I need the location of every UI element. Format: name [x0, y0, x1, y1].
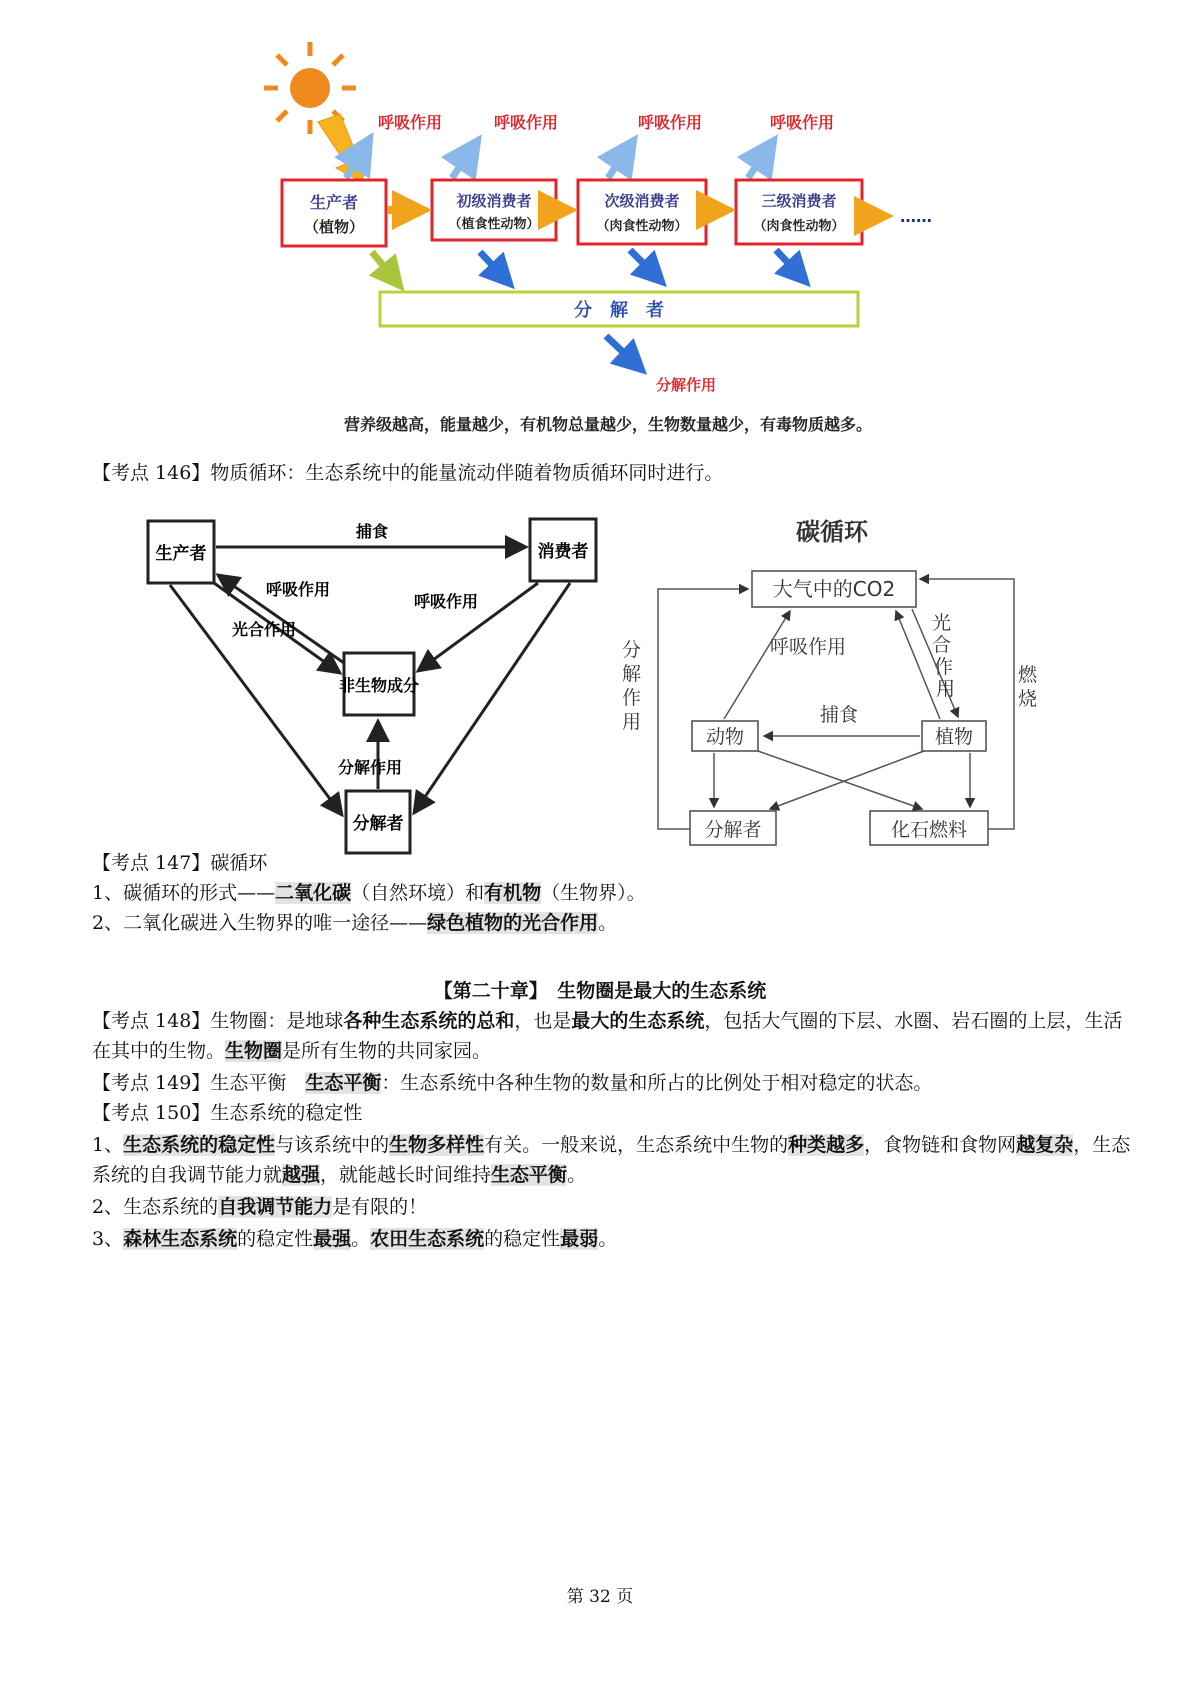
- plant-label: 植物: [934, 726, 974, 748]
- kp150-tag: 【考点 150】: [92, 1102, 211, 1124]
- text: 。: [567, 1164, 587, 1186]
- photosynthesis-label: 光合作用: [232, 620, 297, 639]
- decomposer-label: 分 解 者: [574, 300, 664, 321]
- highlight: 农田生态系统: [370, 1228, 485, 1250]
- respiration-label-right: 呼吸作用: [414, 592, 479, 611]
- highlight: 最大的生态系统: [571, 1010, 705, 1032]
- respiration-label: 呼吸作用: [770, 113, 835, 132]
- highlight: 最弱: [560, 1228, 599, 1250]
- producer-label: 生产者: [155, 544, 207, 564]
- kp149-line: [92, 1068, 1132, 1098]
- kp147-item-2: [92, 908, 1132, 938]
- kp148-paragraph: [92, 1006, 1132, 1066]
- highlight: 生物圈: [225, 1040, 283, 1062]
- photosynthesis-label: [932, 612, 955, 700]
- respiration-arrow: [452, 140, 478, 178]
- to-decomposer-arrow: [372, 252, 400, 286]
- highlight: 绿色植物的光合作用: [427, 912, 599, 934]
- producer-box: [282, 180, 386, 246]
- tertiary-consumer-box: [736, 180, 862, 244]
- respiration-label: 呼吸作用: [638, 113, 703, 132]
- text: （自然环境）和: [351, 882, 485, 904]
- decomposition-arrow: [606, 336, 642, 370]
- svg-text:合: 合: [932, 634, 952, 656]
- kp150-item-3: [92, 1224, 1132, 1254]
- continuation-dots: ……: [900, 207, 932, 226]
- energy-flow-diagram: [0, 0, 1200, 450]
- highlight: 森林生态系统: [123, 1228, 238, 1250]
- kp149-tag: 【考点 149】: [92, 1072, 211, 1094]
- text: ，就能越长时间维持: [320, 1164, 492, 1186]
- highlight: 生态系统的稳定性: [123, 1134, 276, 1156]
- highlight: 二氧化碳: [275, 882, 352, 904]
- decomposition-arrow: [658, 589, 748, 829]
- text: 生态平衡: [210, 1072, 306, 1094]
- svg-text:烧: 烧: [1018, 688, 1038, 710]
- fossil-fuel-label: 化石燃料: [890, 819, 968, 841]
- decomp-char: 作: [622, 687, 642, 709]
- plant-to-decomposer-arrow: [770, 751, 924, 809]
- tertiary-consumer-title: 三级消费者: [761, 192, 837, 210]
- respiration-label-left: 呼吸作用: [266, 580, 331, 599]
- page-number: 第 32 页: [566, 1587, 634, 1607]
- highlight: 越强: [282, 1164, 321, 1186]
- decomposition-label: 分解作用: [338, 758, 403, 777]
- text: 。: [351, 1228, 371, 1250]
- kp150-title: 生态系统的稳定性: [210, 1102, 363, 1124]
- chapter-title: 【第二十章】 生物圈是最大的生态系统: [433, 980, 767, 1002]
- highlight: 生物多样性: [389, 1134, 485, 1156]
- kp147-title: 碳循环: [210, 852, 268, 874]
- carbon-cycle-title: 碳循环: [796, 518, 868, 546]
- highlight: 最强: [313, 1228, 352, 1250]
- text: ，食物链和食物网: [864, 1134, 1017, 1156]
- highlight: 自我调节能力: [218, 1196, 333, 1218]
- text: ，包括大气圈的下层、水圈、岩石圈的上层，生活在其中的生物。: [92, 1010, 1123, 1062]
- carbon-cycle-diagram: [640, 505, 1040, 860]
- abiotic-label: 非生物成分: [338, 676, 420, 695]
- animal-to-fossil-arrow: [758, 751, 922, 809]
- kp146-tag: 【考点 146】: [92, 462, 211, 484]
- primary-consumer-title: 初级消费者: [456, 192, 532, 210]
- text: ：生态系统中各种生物的数量和所占的比例处于相对稳定的状态。: [381, 1072, 933, 1094]
- decomp-char: 解: [622, 663, 642, 685]
- highlight: 越复杂: [1016, 1134, 1074, 1156]
- respiration-arrow: [608, 140, 634, 178]
- respiration-arrow: [748, 140, 774, 178]
- kp147-item-1: [92, 878, 1132, 908]
- secondary-consumer-sub: （肉食性动物）: [596, 219, 688, 234]
- text: ，也是: [514, 1010, 572, 1032]
- energy-caption: 营养级越高，能量越少，有机物总量越少，生物数量越少，有毒物质越多。: [343, 415, 873, 434]
- text: 1、碳循环的形式——: [92, 882, 276, 904]
- svg-text:燃: 燃: [1018, 664, 1038, 686]
- text: 2、生态系统的: [92, 1196, 219, 1218]
- producer-sub: （植物）: [303, 218, 365, 236]
- text: 与该系统中的: [275, 1134, 390, 1156]
- text: 。: [598, 1228, 618, 1250]
- svg-text:光: 光: [932, 612, 952, 634]
- kp146-text: 物质循环：生态系统中的能量流动伴随着物质循环同时进行。: [210, 462, 724, 484]
- primary-consumer-sub: （植食性动物）: [448, 217, 540, 232]
- respiration-label: 呼吸作用: [770, 636, 847, 658]
- to-decomposer-arrow: [776, 250, 806, 282]
- text: 生物圈：是地球: [210, 1010, 344, 1032]
- text: 的稳定性: [237, 1228, 314, 1250]
- kp146-line: [92, 458, 1132, 488]
- highlight: 有机物: [484, 882, 542, 904]
- text: 有关。一般来说，生态系统中生物的: [484, 1134, 789, 1156]
- secondary-consumer-box: [578, 180, 706, 244]
- text: ，生态系统的自我调节能力就: [92, 1134, 1131, 1186]
- kp148-tag: 【考点 148】: [92, 1010, 211, 1032]
- highlight: 生态平衡: [305, 1072, 382, 1094]
- highlight: 各种生态系统的总和: [343, 1010, 515, 1032]
- text: 。: [598, 912, 618, 934]
- kp150-item-1: [92, 1130, 1132, 1190]
- respiration-arrow: [724, 611, 790, 719]
- decomp-char: 分: [622, 639, 642, 661]
- text: 是所有生物的共同家园。: [282, 1040, 492, 1062]
- text: 是有限的！: [332, 1196, 428, 1218]
- predation-label: 捕食: [820, 704, 859, 726]
- text: 1、: [92, 1134, 124, 1156]
- text: 3、: [92, 1228, 124, 1250]
- decomposition-label: 分解作用: [656, 376, 717, 394]
- to-decomposer-arrow: [630, 250, 662, 282]
- consumer-label: 消费者: [537, 542, 589, 562]
- highlight: 种类越多: [788, 1134, 865, 1156]
- burning-label: [1018, 664, 1038, 710]
- highlight: 生态平衡: [491, 1164, 568, 1186]
- kp147-line: [92, 848, 1132, 878]
- producer-title: 生产者: [309, 193, 359, 212]
- text: （生物界）。: [541, 882, 646, 904]
- text: 的稳定性: [484, 1228, 561, 1250]
- decomp-char: 用: [622, 711, 642, 733]
- respiration-label: 呼吸作用: [378, 113, 443, 132]
- kp150-item-2: [92, 1192, 1132, 1222]
- kp150-line: [92, 1098, 1132, 1128]
- co2-label: 大气中的CO2: [772, 577, 896, 601]
- animal-label: 动物: [705, 726, 745, 748]
- respiration-label: 呼吸作用: [494, 113, 559, 132]
- kp147-tag: 【考点 147】: [92, 852, 211, 874]
- decomposer-label: 分解者: [352, 814, 404, 834]
- material-cycle-diagram: [0, 495, 640, 865]
- predation-label: 捕食: [355, 522, 389, 541]
- secondary-consumer-title: 次级消费者: [604, 192, 680, 210]
- decomposer-label: 分解者: [704, 819, 762, 841]
- carbon-decomposition-vertical: [622, 638, 646, 734]
- svg-text:作: 作: [934, 656, 954, 678]
- tertiary-consumer-sub: （肉食性动物）: [753, 219, 845, 234]
- to-decomposer-arrow: [480, 252, 510, 284]
- svg-text:用: 用: [936, 678, 956, 700]
- text: 2、二氧化碳进入生物界的唯一途径——: [92, 912, 428, 934]
